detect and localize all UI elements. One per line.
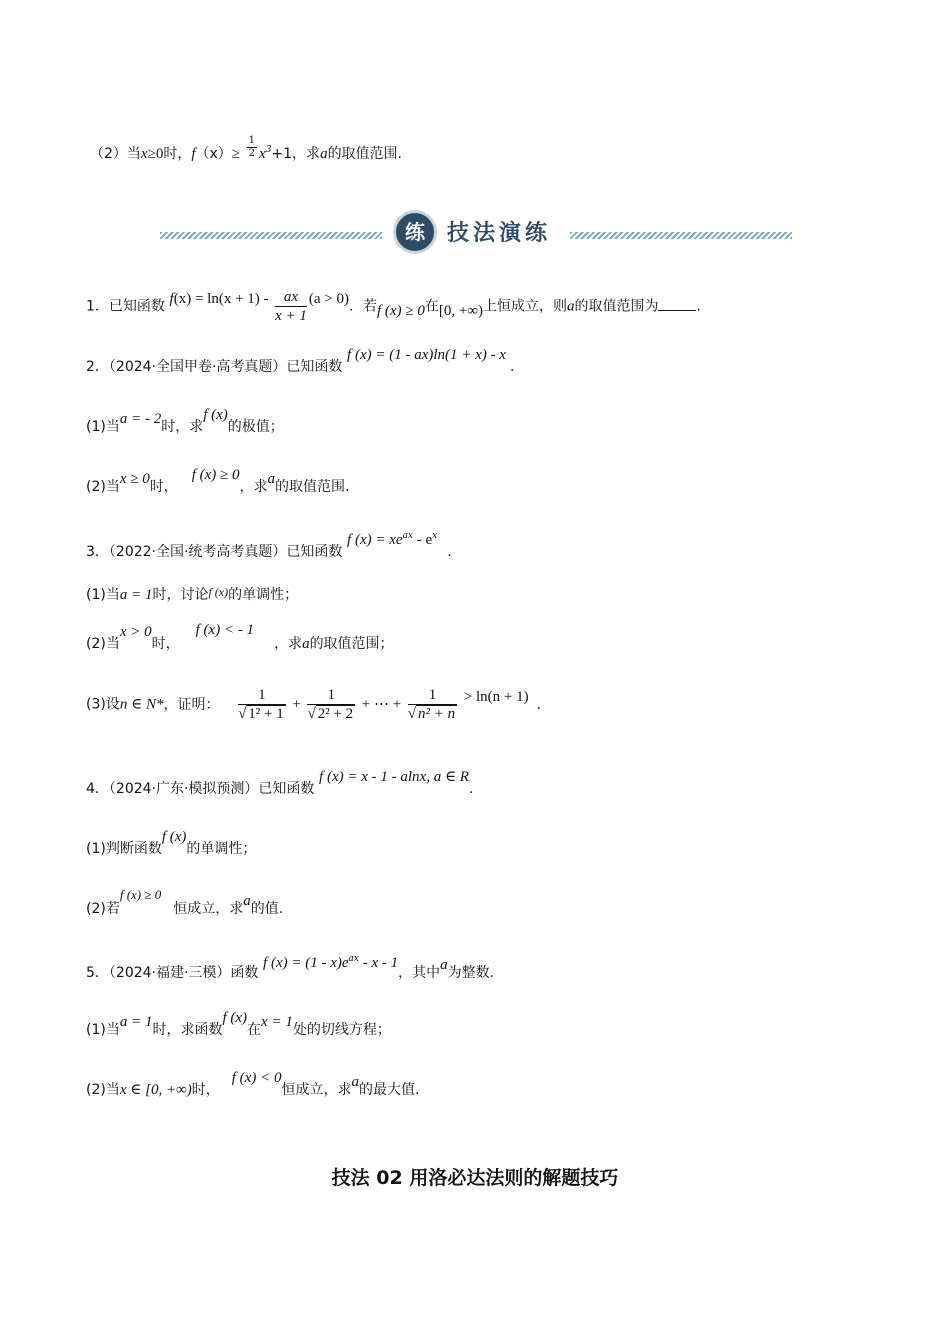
p3-term-2 bbox=[307, 686, 355, 723]
p3-t1-num: 1 bbox=[238, 686, 286, 705]
p3-rhs: > ln(n + 1) bbox=[463, 688, 529, 705]
p5-number: 5．（2024·福建·三模）函数 bbox=[86, 964, 259, 981]
p3-s2-mid2: ，求 bbox=[274, 636, 303, 652]
problem-4 bbox=[86, 769, 474, 799]
p5-s1-x: x = 1 bbox=[261, 1014, 293, 1030]
p3-exp2: x bbox=[432, 531, 438, 541]
p5-s2-mid: 时， bbox=[191, 1082, 220, 1098]
p5-s1-pre: (1)当 bbox=[86, 1022, 120, 1038]
p4-sub-1 bbox=[86, 829, 257, 859]
p5-end: 为整数. bbox=[447, 964, 495, 981]
p4-s2-ineq: f (x) ≥ 0 bbox=[119, 887, 162, 902]
p3-s2-ineq: f (x) < - 1 bbox=[195, 622, 255, 638]
p5-s2-pre: (2)当 bbox=[86, 1082, 120, 1098]
intro-line bbox=[90, 135, 403, 166]
p5-s1-zai: 在 bbox=[247, 1022, 262, 1038]
p1-fraction bbox=[275, 288, 307, 325]
p3-s2-mid: 时， bbox=[151, 636, 180, 652]
p3-s1-end: 的单调性； bbox=[228, 587, 299, 603]
intro-ge0: ≥0 bbox=[147, 145, 164, 162]
p3-t1-den: 1² + 1 bbox=[248, 706, 284, 722]
p4-s2-mid: 恒成立，求 bbox=[173, 901, 244, 917]
p5-mid: ，其中 bbox=[398, 964, 441, 981]
intro-paren-x: （x） bbox=[195, 145, 232, 162]
p4-number: 4．（2024·广东·模拟预测）已知函数 bbox=[86, 781, 315, 797]
p3-number: 3．（2022·全国·统考高考真题）已知函数 bbox=[86, 543, 343, 560]
banner-stripe-left bbox=[160, 232, 382, 239]
p5-formula-post: - x - 1 bbox=[359, 954, 399, 971]
p2-s1-mid: 时，求 bbox=[161, 419, 204, 435]
p1-ineq: f (x) ≥ 0 bbox=[377, 302, 425, 319]
p4-s2-end: 的值. bbox=[250, 901, 284, 917]
p2-sub-2 bbox=[86, 467, 350, 497]
p3-t1-den-wrap: √ 1² + 1 bbox=[238, 706, 284, 722]
intro-exp3: 3 bbox=[265, 145, 272, 155]
p1-mid: ．若 bbox=[349, 298, 378, 315]
banner-title: 技法演练 bbox=[447, 221, 552, 246]
p1-end: . bbox=[696, 298, 701, 315]
p3-s3-end: . bbox=[536, 696, 542, 713]
p1-answer-blank bbox=[658, 298, 696, 311]
p3-formula-mid: - e bbox=[413, 531, 433, 548]
p3-s1-pre: (1)当 bbox=[86, 587, 120, 603]
p1-number: 1．已知函数 bbox=[86, 298, 165, 315]
p1-tail2: 的取值范围为 bbox=[574, 298, 659, 315]
p1-cond: (a > 0) bbox=[308, 290, 350, 307]
p1-frac-den: x + 1 bbox=[275, 308, 307, 324]
intro-x3: x bbox=[259, 145, 266, 162]
p3-sub-1 bbox=[86, 585, 298, 605]
intro-f: f bbox=[191, 145, 196, 162]
p2-s1-cond: a = - 2 bbox=[119, 411, 162, 427]
p3-t3-num: 1 bbox=[408, 686, 457, 705]
p5-s2-a: a bbox=[351, 1074, 359, 1090]
p3-sub-2 bbox=[86, 622, 394, 654]
p3-formula-pre: f (x) = xe bbox=[347, 531, 403, 548]
p3-t2-num: 1 bbox=[307, 686, 355, 705]
p4-s2-a: a bbox=[243, 893, 251, 909]
p3-sub-3 bbox=[86, 686, 541, 723]
p4-s1-pre: (1)判断函数 bbox=[86, 841, 162, 857]
p1-interval: [0, +∞) bbox=[438, 302, 483, 319]
p2-s2-ineq: f (x) ≥ 0 bbox=[191, 467, 240, 483]
p3-end: . bbox=[447, 543, 452, 560]
p5-exp: ax bbox=[348, 954, 359, 964]
p3-t3-den-wrap: √ n² + n bbox=[407, 706, 456, 722]
intro-half-fraction bbox=[247, 135, 257, 160]
intro-half-den: 2 bbox=[248, 148, 256, 160]
p3-dots: + ⋯ + bbox=[361, 696, 402, 713]
p3-term-1 bbox=[238, 686, 286, 723]
p2-formula: f (x) = (1 - ax)ln(1 + x) - x bbox=[347, 347, 506, 363]
p5-s2-end: 的最大值. bbox=[358, 1082, 420, 1098]
intro-suffix: 的取值范围. bbox=[327, 145, 403, 162]
p3-s2-a: a bbox=[302, 636, 310, 652]
p4-s1-end: 的单调性； bbox=[186, 841, 257, 857]
p5-s2-ineq: f (x) < 0 bbox=[231, 1070, 282, 1086]
p3-s3-pre: (3)设 bbox=[86, 696, 120, 713]
p3-t3-den: n² + n bbox=[418, 706, 456, 722]
p2-end: . bbox=[509, 359, 515, 375]
intro-prefix: （2）当 bbox=[90, 145, 141, 162]
p4-s2-pre: (2)若 bbox=[86, 901, 120, 917]
intro-half-num: 1 bbox=[248, 135, 256, 147]
p2-s2-mid: 时， bbox=[149, 479, 178, 495]
p1-frac-num: ax bbox=[275, 288, 307, 307]
p1-f-lhs: f bbox=[169, 290, 174, 307]
intro-geq: ≥ bbox=[231, 145, 241, 162]
p4-s1-f: f (x) bbox=[161, 829, 187, 845]
p2-sub-1 bbox=[86, 407, 284, 437]
p2-s2-mid2: ，求 bbox=[239, 479, 268, 495]
intro-a: a bbox=[320, 145, 328, 162]
p3-s2-end: 的取值范围； bbox=[309, 636, 394, 652]
p5-s2-cond: x ∈ [0, +∞) bbox=[119, 1082, 192, 1098]
p2-s2-pre: (2)当 bbox=[86, 479, 120, 495]
problem-1 bbox=[86, 288, 701, 325]
p4-sub-2 bbox=[86, 887, 284, 919]
p2-s1-end: 的极值； bbox=[227, 419, 284, 435]
p5-s1-end: 处的切线方程； bbox=[292, 1022, 391, 1038]
p3-exp1: ax bbox=[402, 531, 414, 541]
intro-x: x bbox=[140, 145, 148, 162]
problem-5 bbox=[86, 954, 495, 983]
p3-plus: + bbox=[292, 696, 301, 713]
intro-shi: 时， bbox=[163, 145, 192, 162]
p2-s1-pre: (1)当 bbox=[86, 419, 120, 435]
p1-a: a bbox=[566, 298, 575, 315]
p1-tail: 上恒成立，则 bbox=[482, 298, 567, 315]
p2-s2-a: a bbox=[267, 471, 276, 487]
p1-zai: 在 bbox=[424, 298, 439, 315]
p5-sub-1 bbox=[86, 1010, 391, 1040]
p4-formula: f (x) = x - 1 - alnx, a ∈ R bbox=[319, 769, 469, 785]
p2-s1-f: f (x) bbox=[203, 407, 228, 423]
p3-s3-mid: ，证明： bbox=[163, 696, 220, 713]
p3-s2-pre: (2)当 bbox=[86, 636, 120, 652]
problem-2 bbox=[86, 347, 515, 377]
section-heading: 技法 02 用洛必达法则的解题技巧 bbox=[331, 1167, 619, 1189]
banner-stripe-right bbox=[570, 232, 792, 239]
p5-formula-pre: f (x) = (1 - x)e bbox=[263, 954, 349, 971]
p2-s2-end: 的取值范围. bbox=[275, 479, 350, 495]
p1-lhs: (x) = ln(x + 1) - bbox=[173, 290, 269, 307]
p3-s1-cond: a = 1 bbox=[119, 587, 153, 603]
p3-s2-cond: x > 0 bbox=[119, 624, 152, 640]
p5-s1-mid: 时，求函数 bbox=[152, 1022, 223, 1038]
p5-s2-mid2: 恒成立，求 bbox=[281, 1082, 352, 1098]
p3-t2-den-wrap: √ 2² + 2 bbox=[307, 706, 354, 722]
p3-s1-mid: 时，讨论 bbox=[152, 587, 209, 603]
p3-term-3 bbox=[408, 686, 457, 723]
banner-badge: 练 bbox=[393, 210, 437, 254]
p5-s1-f: f (x) bbox=[222, 1010, 248, 1026]
p5-s1-cond: a = 1 bbox=[119, 1014, 153, 1030]
p3-t2-den: 2² + 2 bbox=[317, 706, 354, 722]
p4-end: . bbox=[468, 781, 474, 797]
p2-number: 2．（2024·全国甲卷·高考真题）已知函数 bbox=[86, 359, 343, 375]
intro-plus1: +1，求 bbox=[271, 145, 321, 162]
section-banner bbox=[160, 208, 792, 262]
p5-sub-2 bbox=[86, 1070, 420, 1100]
p3-s3-n: n ∈ N* bbox=[119, 696, 164, 713]
p5-a: a bbox=[440, 956, 448, 973]
p2-s2-cond: x ≥ 0 bbox=[119, 471, 150, 487]
p3-s1-f: f (x) bbox=[208, 585, 229, 599]
problem-3 bbox=[86, 531, 452, 562]
